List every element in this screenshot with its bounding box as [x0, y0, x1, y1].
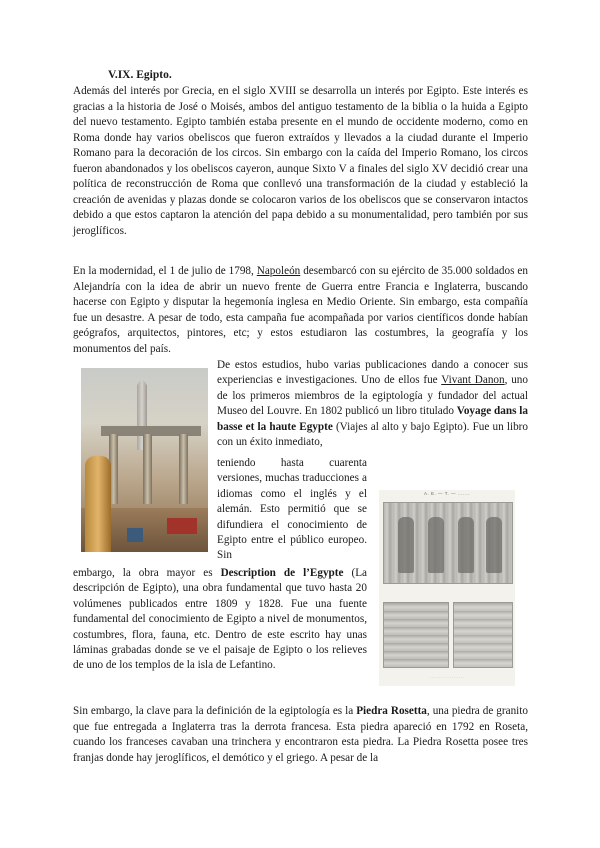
plate-footer: . . . . . . . . . . . . . . . . — [429, 674, 465, 679]
relief-figure — [458, 517, 474, 573]
statue-shape — [85, 456, 111, 552]
paragraph-rosetta — [73, 704, 528, 766]
text-run: desembarcó con su ejército de 35.000 soldados en Alejandría con la idea de abrir un nuevo frente de Guerra entre Francia e Inglaterra, buscando hacerse con Egipto y disputar la hegemonía inglesa en Medio Oriente. Sin embargo, esta compañía fue un desastre. A pesar de todo, esta campaña fue acompañada por varios científicos donde habían geógrafos, arquitectos, pintores, etc; y estos estudiaron las costumbres, la geografía y los monumentos del país. — [73, 265, 528, 355]
column-shape — [179, 434, 188, 504]
rosetta-title: Piedra Rosetta — [356, 705, 427, 717]
figure-shape — [127, 528, 143, 542]
paragraph-danon-continued: teniendo hasta cuarenta versiones, muchas traducciones a idiomas como el inglés y el alemán. Esto permitió que se difundiera el conocimiento de Egipto entre el público europeo. Sin — [217, 457, 367, 562]
paragraph-description — [73, 566, 367, 674]
work-title: Description de l’Egypte — [220, 567, 344, 579]
text-run: (Viajes al alto y bajo Egipto). Fue un libro con un éxito inmediato, — [217, 420, 528, 449]
column-shape — [143, 434, 152, 504]
relief-panel — [383, 602, 449, 668]
vivant-danon-link[interactable]: Vivant Danon — [441, 374, 505, 387]
relief-panel — [383, 502, 513, 584]
paragraph-intro: Además del interés por Grecia, en el siglo XVIII se desarrolla un interés por Egipto. Este interés es gracias a la historia de José o Moisés, ambos del antiguo testamento de la biblia o la huida a Egipto del nuevo testamento. Egipto también estaba presente en el mundo de occidente moderno, como en Roma donde hay varios obeliscos que fueron extraídos y llevados a la ciudad durante el Imperio Romano para la decoración de los circos. Sin embargo con la caída del Imperio Romano, los circos fueron abandonados y los obeliscos cayeron, aunque Sixto V a finales del siglo XV decidió crear una política de reconstrucción de Roma que conllevó una transformación de la ciudad y estableció la creación de avenidas y plazas donde se colocaron varios de los obeliscos que se conservaron intactos debido a que estos captaron la atención del papa debido a su monumentalidad, pero también por sus jeroglíficos. — [73, 85, 528, 237]
section-heading: V.IX. Egipto. — [108, 69, 172, 81]
relief-figure — [486, 517, 502, 573]
text-run: , una piedra de granito que fue entregada a Inglaterra tras la derrota francesa. Esta piedra apareció en 1792 en Roseta, cuando los franceses cavaban una trinchera y encontraron esta piedra. La Piedra Rosetta posee tres franjas donde hay jeroglíficos, el demótico y el griego. A pesar de la — [73, 705, 528, 764]
text-run: De estos estudios, hubo varias publicaciones dando a conocer sus experiencias e investigaciones. Uno de ellos fue — [217, 359, 528, 387]
text-run: (La descripción de Egipto), una obra fundamental que tuvo hasta 20 volúmenes publicados entre 1809 y 1828. Fue una fuente fundamental del conocimiento de Egipto a nivel de monumentos, costumbres, flora, fauna, etc. Dentro de este escrito hay unas láminas grabadas donde se ve el paisaje de Egipto o los relieves de uno de los templos de la isla de Lefantino. — [73, 567, 367, 672]
text-run: , uno de los primeros miembros de la egiptología y fundador del actual Museo del Louvre. En 1802 publicó un libro titulado — [217, 374, 528, 418]
paragraph-napoleon — [73, 264, 528, 357]
text-run: embargo, la obra mayor es — [73, 567, 221, 579]
paragraph-danon — [217, 358, 528, 450]
temple-painting-image — [81, 368, 208, 552]
cloth-shape — [167, 518, 197, 534]
engraving-plate-image — [379, 490, 515, 686]
book-title: Voyage dans la basse et la haute Egypte — [217, 405, 528, 433]
text-run: Sin embargo, la clave para la definición de la egiptología es la — [73, 705, 357, 717]
relief-figure — [428, 517, 444, 573]
napoleon-link[interactable]: Napoleón — [256, 265, 301, 277]
plate-caption: A. E. — T. — ....... — [424, 491, 470, 496]
relief-panel — [453, 602, 513, 668]
relief-figure — [398, 517, 414, 573]
text-run: En la modernidad, el 1 de julio de 1798, — [73, 265, 257, 277]
